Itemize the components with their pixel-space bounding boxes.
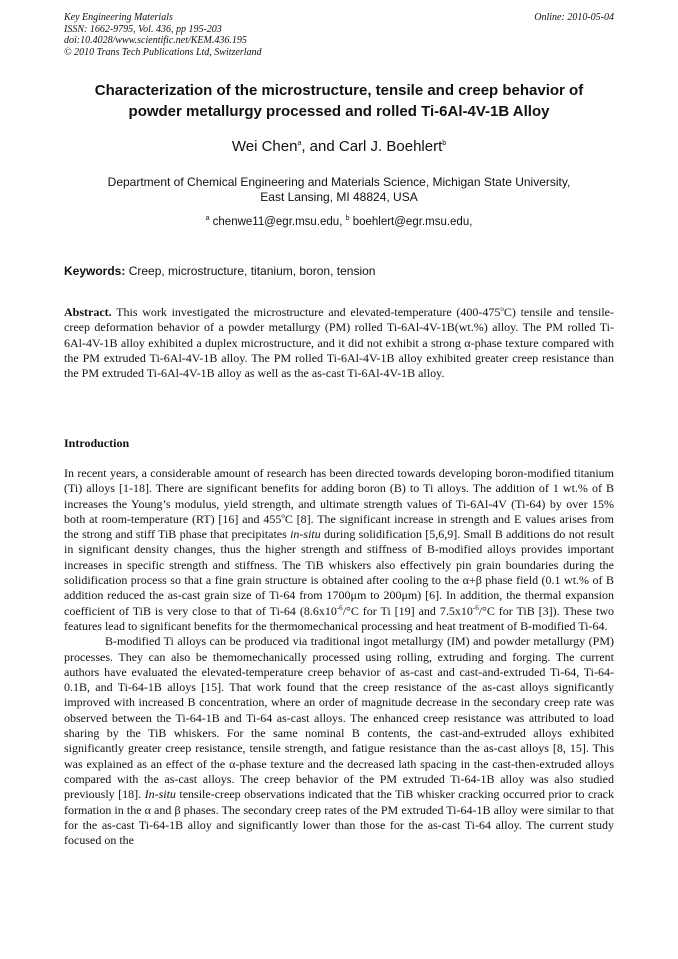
text-run: /°C for TiB [3]). These two features lead to significant benefits for the thermomechanical processing and heat treatment of B-modified Ti-64.: [64, 603, 614, 633]
affiliation: [64, 175, 614, 205]
email-b-mark: b: [345, 215, 350, 223]
intro-paragraph-2: [64, 634, 614, 848]
doi-line: doi:10.4028/www.scientific.net/KEM.436.195: [64, 35, 247, 46]
superscript: -6: [472, 603, 479, 612]
journal-header: [64, 12, 614, 58]
paper-title: [64, 80, 614, 122]
intro-paragraph-1: [64, 466, 614, 634]
keywords-label: Keywords:: [64, 264, 126, 278]
text-run: C [8]. The significant increase in strength and E values arises from the strong and stiff TiB phase that precipitates: [64, 511, 614, 542]
degree-mark: o: [500, 305, 504, 313]
abstract-text-1: This work investigated the microstructure and elevated-temperature (400-475: [111, 305, 501, 319]
text-run: /°C for Ti [19] and 7.5x10: [342, 603, 473, 618]
email-a-mark: a: [205, 215, 210, 223]
affiliation-line-2: East Lansing, MI 48824, USA: [260, 190, 418, 204]
text-run: In recent years, a considerable amount of research has been directed towards developing boron-modified titanium (Ti) alloys [1-18]. There are significant benefits for adding boron (B) to Ti alloys. The addition of 1 wt.% of B increases the Young’s modulus, yield strength, and ultimate strength values of Ti-6Al-4V (Ti-64) by over 15% both at room-temperature (RT) [16] and 455: [64, 466, 614, 526]
author-2-affil-mark: b: [442, 140, 447, 147]
title-line-2: powder metallurgy processed and rolled Ti-6Al-4V-1B Alloy: [128, 103, 550, 120]
superscript: o: [281, 511, 285, 520]
abstract: [64, 305, 614, 381]
introduction-body: [64, 466, 614, 848]
abstract-label: Abstract.: [64, 305, 112, 319]
keywords-text: Creep, microstructure, titanium, boron, tension: [125, 264, 376, 278]
text-run: during solidification [5,6,9]. Small B additions do not result in significant density changes, thus the higher strength and stiffness of B-modified alloys provides important increases in specific strength and stiffness. The TiB whiskers also effectively pin grain boundaries during the solidification process so that a fine grain structure is obtained after cooling to the α+β phase field (0.1 wt.% of B addition reduced the as-cast grain size of Ti-64 from 1700μm to 200μm) [6]. In addition, the thermal expansion coefficient of TiB is very close to that of Ti-64 (8.6x10: [64, 527, 614, 618]
journal-name: Key Engineering Materials: [64, 12, 173, 23]
author-1-affil-mark: a: [297, 140, 302, 147]
issn-line: ISSN: 1662-9795, Vol. 436, pp 195-203: [64, 23, 222, 35]
author-1: Wei Chen: [231, 138, 298, 155]
text-run: B-modified Ti alloys can be produced via traditional ingot metallurgy (IM) and powder metallurgy (PM) processes. They can also be themomechanically processed using rolling, extruding and forging. The current authors have evaluated the elevated-temperature creep behavior of as-cast and cast-and-extruded Ti-64, Ti-64-0.1B, and Ti-64-1B alloys [15]. That work found that the creep resistance of the as-cast alloys significantly improved with increased B concentration, where an order of magnitude decrease in the secondary creep rate was observed between the Ti-64-1B and Ti-64 as-cast alloys. The enhanced creep resistance was attributed to load sharing by the TiB whiskers. For the same nominal B contents, the cast-and-extruded alloys exhibited significantly greater creep resistance, tensile strength, and fatigue resistance than the as-cast alloys [8, 15]. This was explained as an effect of the α-phase texture and the decreased lath spacing in the cast-then-extruded alloys compared with the as-cast alloys. The creep behavior of the PM extruded Ti-64-1B alloy was also studied previously [18].: [64, 634, 614, 802]
section-heading-introduction: Introduction: [64, 436, 130, 450]
email-b: boehlert@egr.msu.edu,: [349, 216, 473, 228]
abstract-text-2: C) tensile and tensile-creep deformation behavior of a powder metallurgy (PM) rolled Ti-6Al-4V-1B(wt.%) alloy. The PM rolled Ti-6Al-4V-1B alloy exhibited a duplex microstructure, and it did not exhibit a strong α-phase texture compared with the PM extruded Ti-6Al-4V-1B alloy. The PM rolled Ti-6Al-4V-1B alloy exhibited greater creep resistance than the PM extruded Ti-6Al-4V-1B alloy as well as the as-cast Ti-6Al-4V-1B alloy.: [64, 305, 614, 381]
italic-term: in-situ: [290, 527, 321, 542]
affiliation-line-1: Department of Chemical Engineering and Materials Science, Michigan State University,: [107, 175, 571, 189]
keywords: [64, 264, 614, 278]
superscript: -6: [336, 603, 343, 612]
author-emails: [64, 216, 614, 228]
copyright-line: © 2010 Trans Tech Publications Ltd, Switzerland: [64, 46, 262, 58]
text-run: tensile-creep observations indicated that the TiB whisker cracking occurred prior to crack formation in the α and β phases. The secondary creep rates of the PM extruded Ti-64-1B alloy were similar to that for the as-cast Ti-64-1B alloy and significantly lower than those for the as-cast Ti-64 alloy. The current study focused on the: [64, 787, 614, 848]
title-line-1: Characterization of the microstructure, tensile and creep behavior of: [94, 82, 584, 99]
online-date: Online: 2010-05-04: [534, 12, 614, 23]
author-2: Carl J. Boehlert: [338, 138, 443, 155]
email-a: chenwe11@egr.msu.edu,: [209, 216, 346, 228]
author-list: [64, 138, 614, 155]
author-separator: , and: [301, 138, 339, 155]
italic-term: In-situ: [144, 787, 176, 802]
